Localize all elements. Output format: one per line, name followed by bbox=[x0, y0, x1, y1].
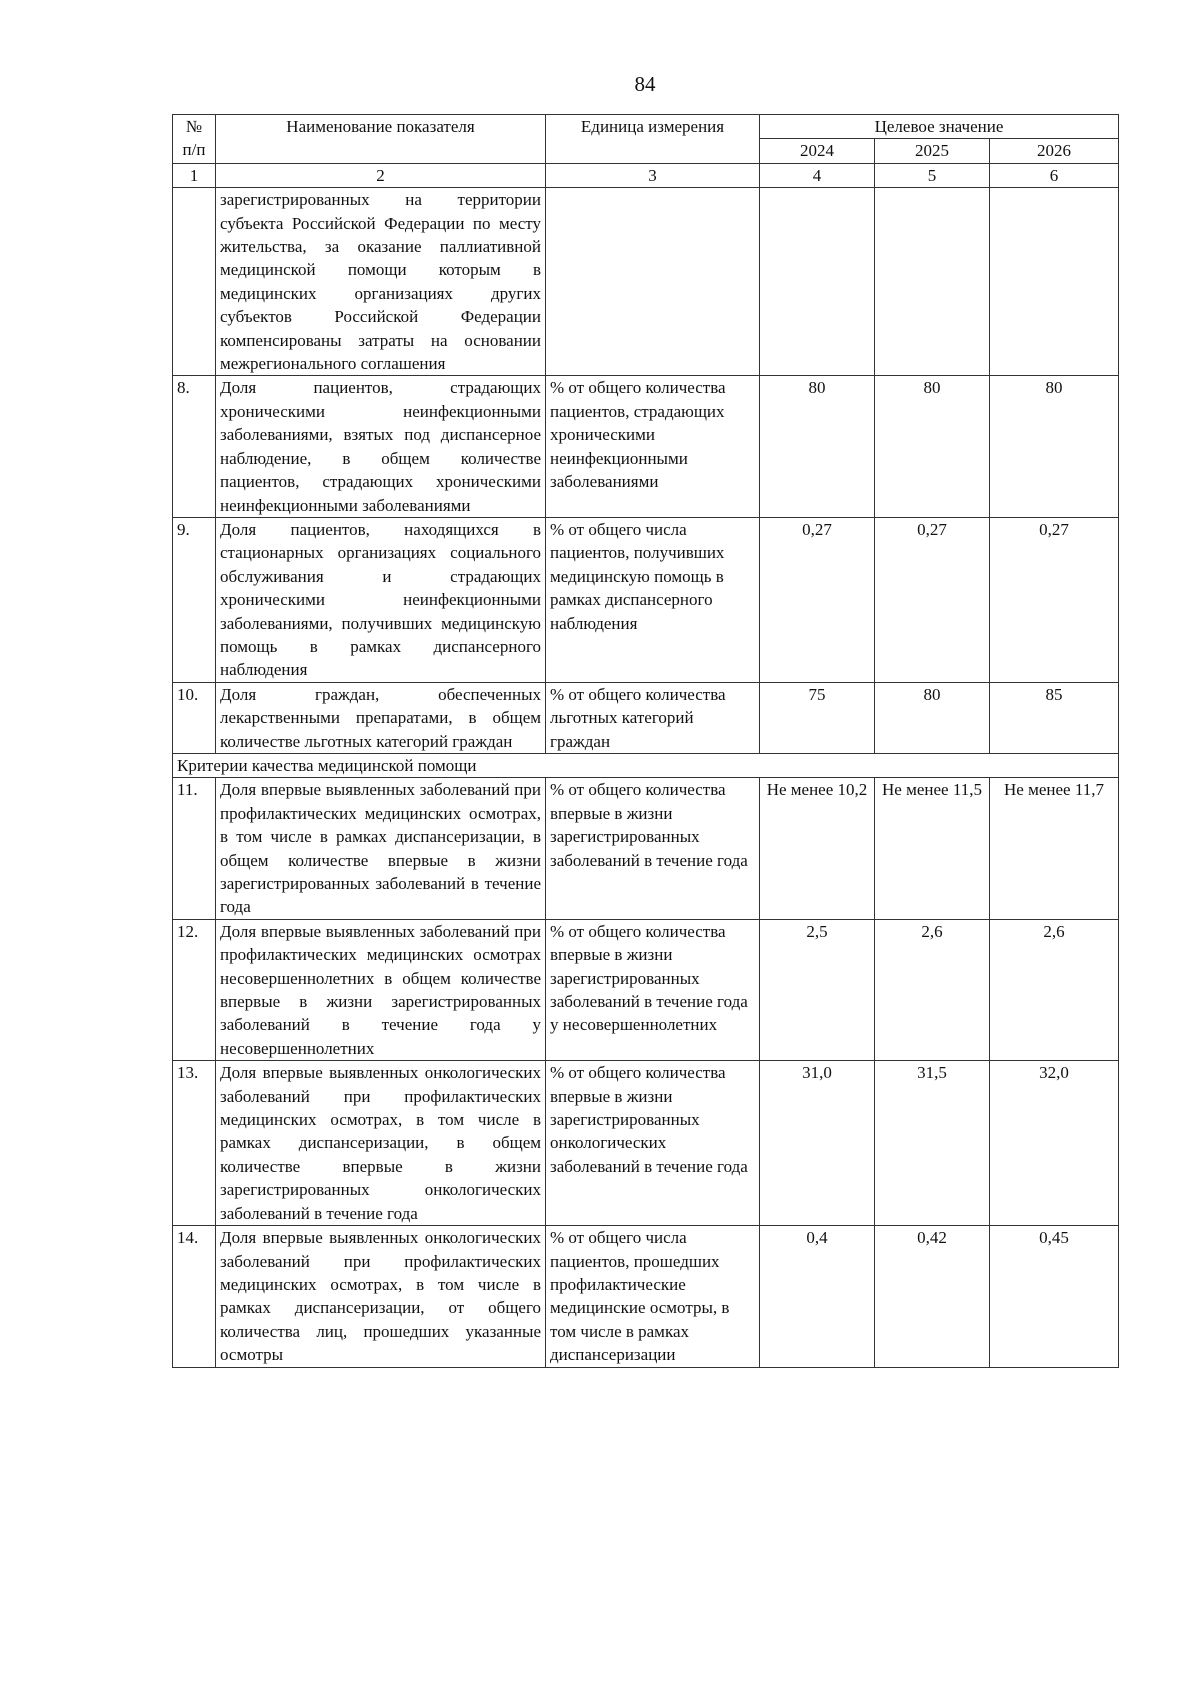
row-number: 14. bbox=[173, 1226, 216, 1367]
value-2024: 0,4 bbox=[760, 1226, 875, 1367]
value-2025: Не менее 11,5 bbox=[875, 778, 990, 919]
section-title: Критерии качества медицинской помощи bbox=[173, 753, 1119, 777]
header-col-name: Наименование показателя bbox=[216, 115, 546, 164]
value-2024: 75 bbox=[760, 682, 875, 753]
value-2025: 0,42 bbox=[875, 1226, 990, 1367]
indicator-unit: % от общего количества впервые в жизни зарегистрированных заболеваний в течение года у несовершеннолетних bbox=[546, 919, 760, 1060]
value-2026: 80 bbox=[990, 376, 1119, 517]
value-2025: 31,5 bbox=[875, 1061, 990, 1226]
column-number: 3 bbox=[546, 163, 760, 187]
row-number: 12. bbox=[173, 919, 216, 1060]
indicator-unit: % от общего количества льготных категорий граждан bbox=[546, 682, 760, 753]
value-2025: 0,27 bbox=[875, 517, 990, 682]
row-number: 9. bbox=[173, 517, 216, 682]
indicator-name: Доля граждан, обеспеченных лекарственными препаратами, в общем количестве льготных категорий граждан bbox=[216, 682, 546, 753]
table-row bbox=[173, 517, 1119, 682]
value-2026: 32,0 bbox=[990, 1061, 1119, 1226]
column-numbers-row bbox=[173, 163, 1119, 187]
table-row bbox=[173, 376, 1119, 517]
table-row bbox=[173, 919, 1119, 1060]
section-header-row bbox=[173, 753, 1119, 777]
column-number: 6 bbox=[990, 163, 1119, 187]
table-row bbox=[173, 778, 1119, 919]
value-2024: Не менее 10,2 bbox=[760, 778, 875, 919]
table-row-continuation bbox=[173, 188, 1119, 376]
header-col-target: Целевое значение bbox=[760, 115, 1119, 139]
indicator-name: Доля впервые выявленных онкологических заболеваний при профилактических медицинских осмотрах, в том числе в рамках диспансеризации, от общего количества лиц, прошедших указанные осмотры bbox=[216, 1226, 546, 1367]
value-2026 bbox=[990, 188, 1119, 376]
indicators-table bbox=[172, 114, 1119, 1368]
header-col-unit: Единица измерения bbox=[546, 115, 760, 164]
value-2025: 80 bbox=[875, 682, 990, 753]
value-2025: 80 bbox=[875, 376, 990, 517]
value-2024: 0,27 bbox=[760, 517, 875, 682]
header-year-2024: 2024 bbox=[760, 139, 875, 163]
table-row bbox=[173, 1061, 1119, 1226]
table-row bbox=[173, 1226, 1119, 1367]
value-2026: 0,27 bbox=[990, 517, 1119, 682]
value-2024: 80 bbox=[760, 376, 875, 517]
value-2026: 85 bbox=[990, 682, 1119, 753]
column-number: 5 bbox=[875, 163, 990, 187]
indicator-unit bbox=[546, 188, 760, 376]
indicator-unit: % от общего числа пациентов, прошедших профилактические медицинские осмотры, в том числе в рамках диспансеризации bbox=[546, 1226, 760, 1367]
row-number: 10. bbox=[173, 682, 216, 753]
indicator-name: Доля пациентов, находящихся в стационарных организациях социального обслуживания и страдающих хроническими неинфекционными заболеваниями, получивших медицинскую помощь в рамках диспансерного наблюдения bbox=[216, 517, 546, 682]
value-2025: 2,6 bbox=[875, 919, 990, 1060]
row-number: 8. bbox=[173, 376, 216, 517]
indicator-unit: % от общего числа пациентов, получивших медицинскую помощь в рамках диспансерного наблюдения bbox=[546, 517, 760, 682]
column-number: 4 bbox=[760, 163, 875, 187]
indicator-name: зарегистрированных на территории субъекта Российской Федерации по месту жительства, за оказание паллиативной медицинской помощи которым в медицинских организациях других субъектов Российской Федерации компенсированы затраты на основании межрегионального соглашения bbox=[216, 188, 546, 376]
header-year-2025: 2025 bbox=[875, 139, 990, 163]
indicator-name: Доля впервые выявленных онкологических заболеваний при профилактических медицинских осмотрах, в том числе в рамках диспансеризации, в общем количестве впервые в жизни зарегистрированных онкологических заболеваний в течение года bbox=[216, 1061, 546, 1226]
table-header bbox=[173, 115, 1119, 188]
row-number: 13. bbox=[173, 1061, 216, 1226]
indicator-name: Доля впервые выявленных заболеваний при профилактических медицинских осмотрах несовершеннолетних в общем количестве впервые в жизни зарегистрированных заболеваний в течение года у несовершеннолетних bbox=[216, 919, 546, 1060]
row-number bbox=[173, 188, 216, 376]
value-2026: Не менее 11,7 bbox=[990, 778, 1119, 919]
value-2025 bbox=[875, 188, 990, 376]
indicator-unit: % от общего количества впервые в жизни зарегистрированных заболеваний в течение года bbox=[546, 778, 760, 919]
column-number: 1 bbox=[173, 163, 216, 187]
value-2024: 31,0 bbox=[760, 1061, 875, 1226]
page-number: 84 bbox=[634, 72, 656, 96]
header-year-2026: 2026 bbox=[990, 139, 1119, 163]
table-row bbox=[173, 682, 1119, 753]
indicator-unit: % от общего количества пациентов, страдающих хроническими неинфекционными заболеваниями bbox=[546, 376, 760, 517]
indicator-unit: % от общего количества впервые в жизни зарегистрированных онкологических заболеваний в течение года bbox=[546, 1061, 760, 1226]
column-number: 2 bbox=[216, 163, 546, 187]
indicator-name: Доля пациентов, страдающих хроническими неинфекционными заболеваниями, взятых под диспансерное наблюдение, в общем количестве пациентов, страдающих хроническими неинфекционными заболеваниями bbox=[216, 376, 546, 517]
header-col-no: № п/п bbox=[173, 115, 216, 164]
value-2024: 2,5 bbox=[760, 919, 875, 1060]
value-2026: 2,6 bbox=[990, 919, 1119, 1060]
indicator-name: Доля впервые выявленных заболеваний при профилактических медицинских осмотрах, в том числе в рамках диспансеризации, в общем количестве впервые в жизни зарегистрированных заболеваний в течение года bbox=[216, 778, 546, 919]
value-2024 bbox=[760, 188, 875, 376]
value-2026: 0,45 bbox=[990, 1226, 1119, 1367]
row-number: 11. bbox=[173, 778, 216, 919]
